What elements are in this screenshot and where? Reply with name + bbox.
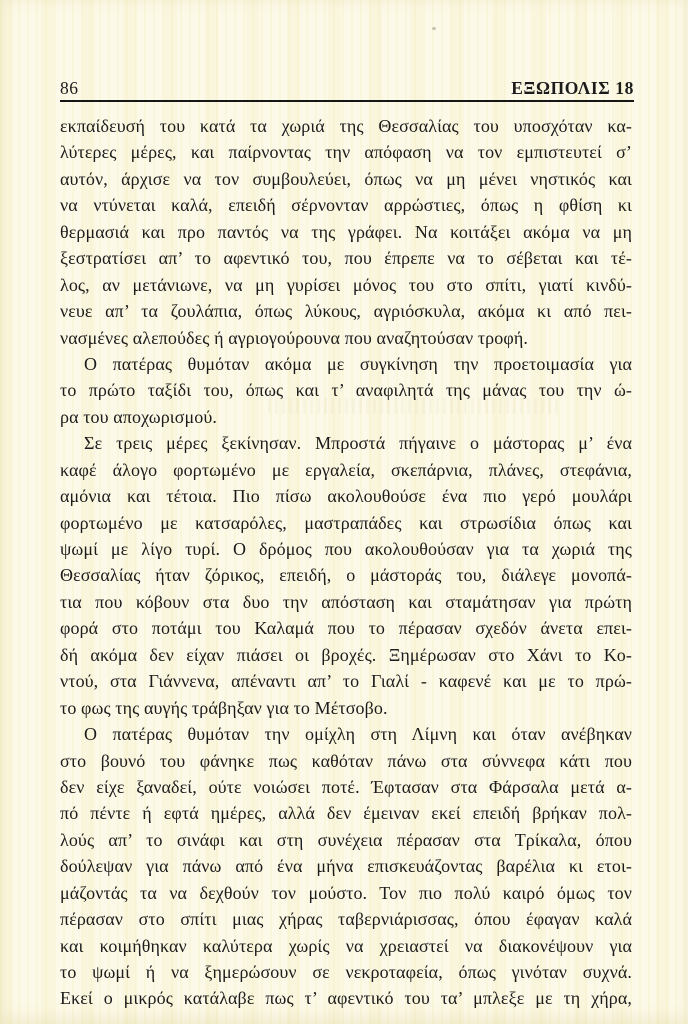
text-line: φορά στο ποτάμι του Καλαμά που το πέρασαν σχεδόν άνετα επει-	[60, 618, 632, 639]
text-line: ντού, στα Γιάννενα, απέναντι απ’ το Γιαλί - καφενέ και με το πρώ-	[60, 671, 632, 692]
text-line: δή ακόμα δεν είχαν πιάσει οι βροχές. Ξημέρωσαν στο Χάνι το Κο-	[60, 644, 632, 665]
text-line: μάζοντάς τα να δεχθούν τον μούστο. Τον πιο πολύ καιρό όμως τον	[60, 882, 632, 903]
text-line: λύτερες μέρες, και παίρνοντας την απόφαση να τον εμπιστευτεί σ’	[60, 142, 632, 163]
text-line: θερμασιά και προ παντός να της γράφει. Να κοιτάξει ακόμα να μη	[60, 221, 632, 242]
text-line: το φως της αυγής τράβηξαν για το Μέτσοβο.	[60, 697, 388, 718]
text-line: φορτωμένο με κατσαρόλες, μαστραπάδες και στρωσίδια όπως και	[60, 512, 632, 533]
paragraph	[60, 351, 632, 430]
text-line: πέρασαν στο σπίτι μιας χήρας ταβερνιάρισσας, όπου έφαγαν καλά	[60, 909, 632, 930]
paragraph	[60, 721, 632, 1012]
text-line: λούς απ’ το σινάφι και στη συνέχεια πέρασαν στα Τρίκαλα, όπου	[60, 829, 632, 850]
paragraph	[60, 113, 632, 351]
running-header	[60, 78, 634, 102]
text-line: στο βουνό του φάνηκε πως καθόταν πάνω στα σύννεφα κάτι που	[60, 750, 632, 771]
text-line: δεν είχε ξαναδεί, ούτε νοιώσει ποτέ. Έφτασαν στα Φάρσαλα μετά α-	[60, 776, 632, 797]
text-line: Εκεί ο μικρός κατάλαβε πως τ’ αφεντικό του τα’ μπλεξε με τη χήρα,	[60, 988, 632, 1009]
text-line: νασμένες αλεπούδες ή αγριογούρουνα που αναζητούσαν τροφή.	[60, 327, 528, 348]
text-line: Θεσσαλίας ήταν ζόρικος, επειδή, ο μάστοράς του, διάλεγε μονοπά-	[60, 565, 632, 586]
text-line: Ο πατέρας θυμόταν ακόμα με συγκίνηση την προετοιμασία για	[84, 353, 632, 374]
text-line: καφέ άλογο φορτωμένο με εργαλεία, σκεπάρνια, πλάνες, στεφάνια,	[60, 459, 632, 480]
text-line: ξεστρατίσει απ’ το αφεντικό του, που έπρεπε να το σέβεται και τέ-	[60, 248, 632, 269]
text-line: να ντύνεται καλά, επειδή σέρνονταν αρρώστιες, όπως η φθίση κι	[60, 195, 632, 216]
text-line: αυτόν, άρχισε να τον συμβουλεύει, όπως να μη μένει νηστικός και	[60, 168, 632, 189]
text-line: πό πέντε ή εφτά ημέρες, αλλά δεν έμειναν εκεί επειδή βρήκαν πολ-	[60, 803, 632, 824]
text-line: ψωμί με λίγο τυρί. Ο δρόμος που ακολουθούσαν για τα χωριά της	[60, 539, 632, 559]
text-line: και κοιμήθηκαν καλύτερα χωρίς να χρειαστεί να διακονέψουν για	[60, 935, 632, 956]
text-line: νευε απ’ τα ζουλάπια, όπως λύκους, αγριόσκυλα, ακόμα κι από πει-	[60, 301, 632, 322]
text-line: εκπαίδευσή του κατά τα χωριά της Θεσσαλίας του υποσχόταν κα-	[60, 116, 632, 136]
page-content	[60, 78, 634, 1012]
text-line: το ψωμί ή να ξημερώσουν σε νεκροταφεία, όπως γινόταν συχνά.	[60, 962, 632, 982]
page-body	[60, 113, 632, 1012]
text-line: Ο πατέρας θυμόταν την ομίχλη στη Λίμνη και όταν ανέβηκαν	[84, 724, 632, 745]
page-number: 86	[60, 78, 79, 98]
text-line: αμόνια και τέτοια. Πιο πίσω ακολουθούσε ένα πιο γερό μουλάρι	[60, 486, 632, 507]
text-line: το πρώτο ταξίδι του, όπως και τ’ αναφιλητά της μάνας του την ώ-	[60, 380, 632, 401]
journal-title: ΕΞΩΠΟΛΙΣ 18	[511, 78, 634, 98]
paragraph	[60, 430, 632, 721]
text-line: ρα του αποχωρισμού.	[60, 406, 218, 427]
text-line: λος, αν μετάνιωνε, να μη γυρίσει μόνος του στο σπίτι, γιατί κινδύ-	[60, 274, 632, 295]
scan-speck	[432, 27, 436, 30]
text-line: Σε τρεις μέρες ξεκίνησαν. Μπροστά πήγαινε ο μάστορας μ’ ένα	[84, 433, 632, 454]
text-line: δούλεψαν για πάνω από ένα μήνα επισκευάζοντας βαρέλια κι ετοι-	[60, 856, 632, 877]
text-line: τια που κόβουν στα δυο την απόσταση και σταμάτησαν για πρώτη	[60, 591, 632, 612]
